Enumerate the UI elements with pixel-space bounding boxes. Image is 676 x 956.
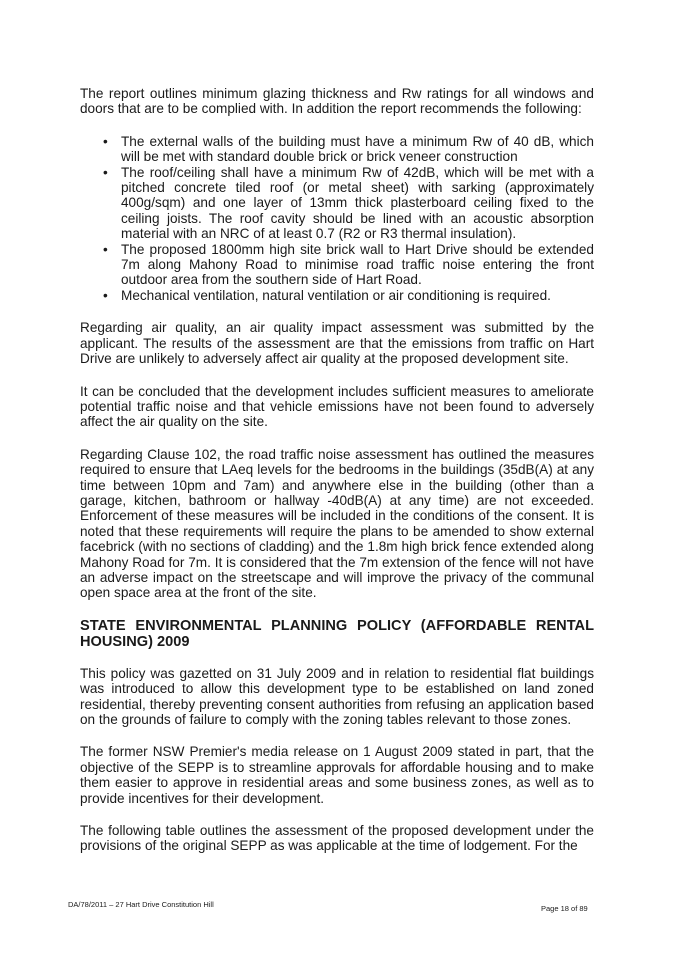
list-item-text: Mechanical ventilation, natural ventilation or air conditioning is required. [121, 287, 551, 303]
footer-reference: DA/78/2011 – 27 Hart Drive Constitution Hill [68, 900, 214, 909]
list-item-text: The proposed 1800mm high site brick wall to Hart Drive should be extended 7m along Mahony Road to minimise road traffic noise entering the front outdoor area from the southern side of Hart Road. [121, 241, 594, 288]
policy-gazetted-paragraph: This policy was gazetted on 31 July 2009 and in relation to residential flat buildings was introduced to allow this development type to be established on land zoned residential, thereby preventing consent authorities from refusing an application based on the grounds of failure to comply with the zoning tables relevant to those zones. [80, 665, 594, 727]
clause-102-paragraph: Regarding Clause 102, the road traffic noise assessment has outlined the measures required to ensure that LAeq levels for the bedrooms in the buildings (35dB(A) at any time between 10pm and 7am) and anywhere else in the building (other than a garage, kitchen, bathroom or hallway -40dB(A) at any time) are not exceeded. Enforcement of these measures will be included in the conditions of the consent. It is noted that these requirements will require the plans to be amended to show external facebrick (with no sections of cladding) and the 1.8m high brick fence extended along Mahony Road for 7m. It is considered that the 7m extension of the fence will not have an adverse impact on the streetscape and will improve the privacy of the communal open space area at the front of the site. [80, 446, 594, 601]
table-intro-paragraph: The following table outlines the assessment of the proposed development under the provisions of the original SEPP as was applicable at the time of lodgement. For the [80, 823, 594, 854]
bullet-icon: • [103, 164, 108, 180]
list-item-text: The external walls of the building must have a minimum Rw of 40 dB, which will be met with standard double brick or brick veneer construction [121, 133, 594, 165]
body-column [80, 86, 594, 871]
list-item [80, 288, 594, 303]
bullet-icon: • [103, 241, 108, 257]
page-number: Page 18 of 89 [541, 904, 588, 913]
list-item [80, 134, 594, 165]
recommendations-list [80, 134, 594, 303]
list-item-text: The roof/ceiling shall have a minimum Rw of 42dB, which will be met with a pitched concrete tiled roof (or metal sheet) with sarking (approximately 400g/sqm) and one layer of 13mm thick plasterboard ceiling fixed to the ceiling joists. The roof cavity should be lined with an acoustic absorption material with an NRC of at least 0.7 (R2 or R3 thermal insulation). [121, 164, 594, 242]
list-item [80, 242, 594, 288]
intro-paragraph: The report outlines minimum glazing thickness and Rw ratings for all windows and doors that are to be complied with. In addition the report recommends the following: [80, 86, 594, 117]
conclusion-paragraph: It can be concluded that the development includes sufficient measures to ameliorate potential traffic noise and that vehicle emissions have not been found to adversely affect the air quality on the site. [80, 383, 594, 430]
section-heading: STATE ENVIRONMENTAL PLANNING POLICY (AFFORDABLE RENTAL HOUSING) 2009 [80, 617, 594, 650]
bullet-icon: • [103, 133, 108, 149]
bullet-icon: • [103, 287, 108, 303]
list-item [80, 165, 594, 242]
media-release-paragraph: The former NSW Premier's media release on 1 August 2009 stated in part, that the objective of the SEPP is to streamline approvals for affordable housing and to make them easier to approve in residential areas and some business zones, as well as to provide incentives for their development. [80, 744, 594, 806]
air-quality-paragraph: Regarding air quality, an air quality impact assessment was submitted by the applicant. The results of the assessment are that the emissions from traffic on Hart Drive are unlikely to adversely affect air quality at the proposed development site. [80, 320, 594, 367]
